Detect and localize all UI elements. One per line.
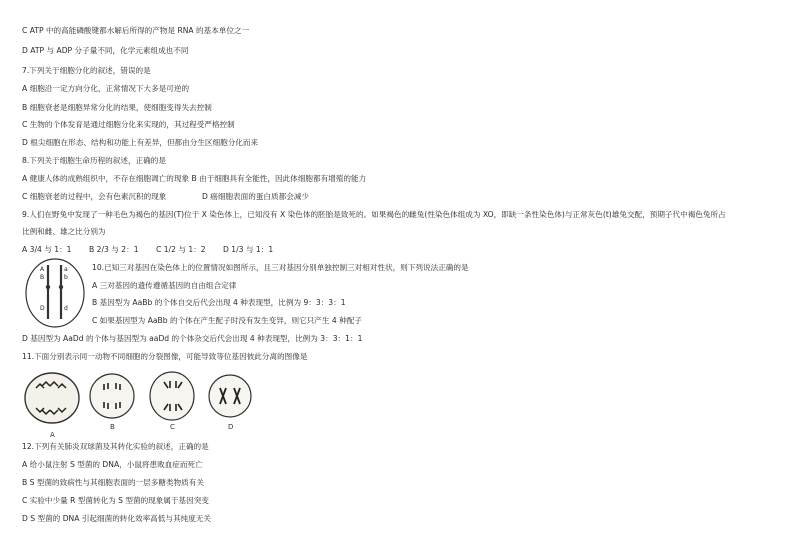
question-8-options-ab: A 健康人体的成熟组织中，不存在细胞凋亡的现象 B 由于细胞具有全能性，因此体细胞都有增殖的能力: [22, 174, 367, 183]
question-7-option-c: C 生物的个体发育是通过细胞分化来实现的，其过程受严格控制: [22, 120, 235, 129]
question-9-option-b: B 2/3 与 2：1: [89, 245, 139, 254]
question-7-option-d: D 根尖细胞在形态、结构和功能上有差异，但都由分生区细胞分化而来: [22, 138, 259, 147]
question-12-option-c: C 实验中少量 R 型菌转化为 S 型菌的现象属于基因突变: [22, 496, 209, 505]
question-12: 12.下列有关肺炎双球菌及其转化实验的叙述，正确的是: [22, 442, 209, 451]
question-9-option-c: C 1/2 与 1：2: [156, 245, 206, 254]
question-9: 9.人们在野兔中发现了一种毛色为褐色的基因(T)位于 X 染色体上，已知没有 X 染色体的胚胎是致死的。如果褐色的雌兔(性染色体组成为 XO，即缺一条性染色体)与正常灰色(t)雄兔交配，预期子代中褐色兔所占: [22, 210, 726, 219]
question-8: 8.下列关于细胞生命历程的叙述，正确的是: [22, 156, 166, 165]
question-10-option-d: D 基因型为 AaDd 的个体与基因型为 aaDd 的个体杂交后代会出现 4 种表现型，比例为 3：3：1：1: [22, 334, 363, 343]
gene-label-A: A: [40, 266, 45, 273]
cell-label-d: D: [228, 423, 234, 431]
chromosome-figure: [24, 257, 86, 329]
question-9-option-d: D 1/3 与 1：1: [223, 245, 274, 254]
cell-division-figures: [22, 368, 252, 436]
question-8-option-d: D 癌细胞表面的蛋白质都会减少: [202, 192, 309, 201]
question-9-option-a: A 3/4 与 1：1: [22, 245, 72, 254]
gene-label-B: B: [40, 274, 45, 281]
cell-figure-d: [209, 375, 251, 417]
gene-label-a: a: [64, 266, 68, 273]
line-atp-c: C ATP 中的高能磷酸键都水解后所得的产物是 RNA 的基本单位之一: [22, 26, 250, 35]
question-8-option-c: C 细胞衰老的过程中，会有色素沉积的现象: [22, 192, 167, 201]
cell-label-a: A: [50, 431, 55, 439]
question-9-cont: 比例和雌、雄之比分别为: [22, 227, 106, 236]
question-12-option-a: A 给小鼠注射 S 型菌的 DNA，小鼠将患败血症而死亡: [22, 460, 203, 469]
question-7: 7.下列关于细胞分化的叙述，错误的是: [22, 66, 151, 75]
cell-label-c: C: [170, 423, 175, 431]
question-12-option-b: B S 型菌的致病性与其细胞表面的一层多糖类物质有关: [22, 478, 204, 487]
question-9-options: [22, 245, 273, 255]
line-atp-d: D ATP 与 ADP 分子量不同，化学元素组成也不同: [22, 46, 189, 55]
gene-label-d: d: [64, 305, 68, 312]
question-11: 11.下面分别表示同一动物不同细胞的分裂图像，可能导致等位基因彼此分离的图像是: [22, 352, 308, 361]
question-12-option-d: D S 型菌的 DNA 引起细菌的转化效率高低与其纯度无关: [22, 514, 211, 523]
question-10-option-a: A 三对基因的遗传遵循基因的自由组合定律: [92, 281, 237, 290]
question-10: 10.已知三对基因在染色体上的位置情况如图所示，且三对基因分别单独控制三对相对性状，则下列说法正确的是: [92, 263, 469, 272]
question-7-option-a: A 细胞沿一定方向分化，正常情况下大多是可逆的: [22, 84, 190, 93]
question-7-option-b: B 细胞衰老是细胞异常分化的结果，使细胞变得失去控制: [22, 103, 212, 112]
cell-figure-c: [150, 372, 194, 420]
cell-figure-a: [25, 373, 79, 423]
gene-label-b: b: [64, 274, 68, 281]
gene-label-D: D: [40, 305, 45, 312]
cell-label-b: B: [110, 423, 115, 431]
question-10-option-c: C 如果基因型为 AaBb 的个体在产生配子时没有发生变异，则它只产生 4 种配子: [92, 316, 362, 325]
question-10-option-b: B 基因型为 AaBb 的个体自交后代会出现 4 种表现型，比例为 9：3：3：1: [92, 298, 346, 307]
cell-figure-b: [90, 374, 134, 418]
